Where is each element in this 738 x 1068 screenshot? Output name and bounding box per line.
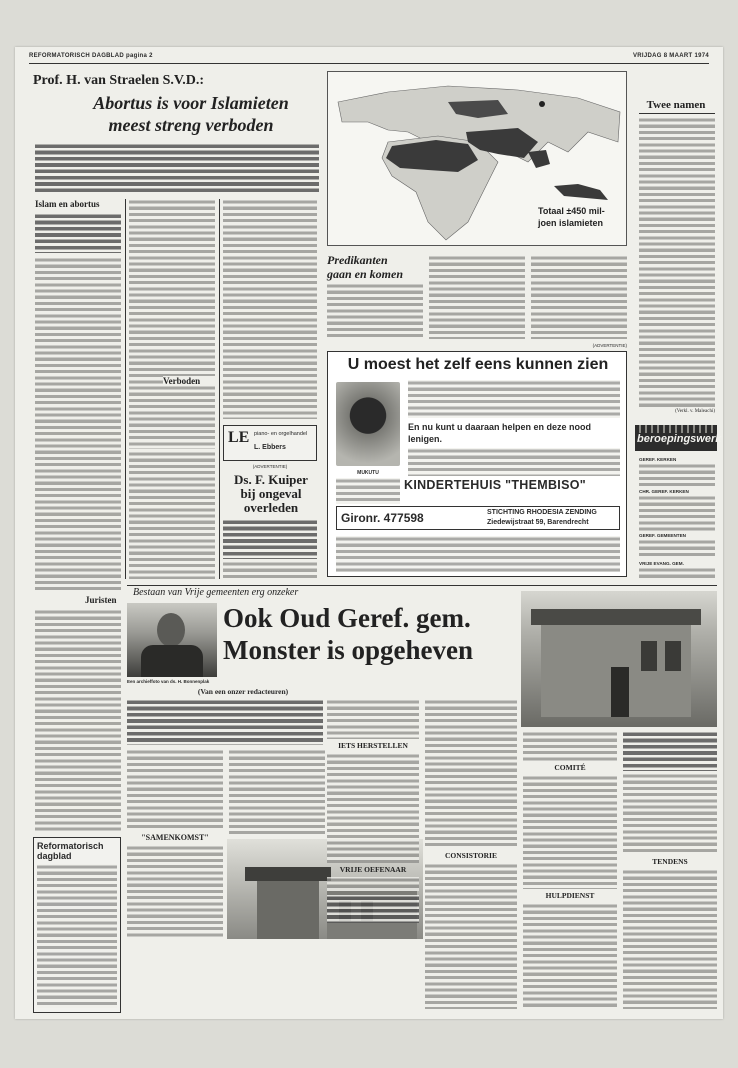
- beroep-text-4: [639, 567, 715, 579]
- kuiper-title-3: overleden: [243, 500, 299, 515]
- portrait-caption: Een archieffoto van ds. H. Bonnenplak: [127, 679, 210, 684]
- church-door: [611, 667, 629, 717]
- church-roof: [531, 609, 701, 625]
- beroep-section-2: CHR. GEREF. KERKEN: [639, 489, 689, 494]
- issue-date: VRIJDAG 8 MAART 1974: [632, 53, 709, 59]
- twee-namen-text: [639, 117, 715, 407]
- kuiper-bold-text: [223, 519, 317, 559]
- lead-headline-2: meest streng verboden: [108, 115, 274, 135]
- lead-column-rule: [125, 199, 126, 579]
- monster-colE3-text: [523, 903, 617, 1009]
- church-window: [641, 641, 657, 671]
- colofon-title-1: Reformatorisch: [37, 841, 104, 851]
- monster-colD2-text: [425, 863, 517, 1009]
- subhead-tendens: TENDENS: [652, 857, 688, 866]
- colofon-title-2: dagblad: [37, 851, 72, 861]
- subhead-samenkomst: "SAMENKOMST": [141, 833, 209, 842]
- ebbers-advertentie: (ADVERTENTIE): [252, 464, 288, 469]
- colofon-box: [33, 837, 121, 1013]
- lead-intro-text: [35, 143, 319, 193]
- beroepingswerk-title: beroepingswerk: [637, 433, 722, 445]
- monster-top-rule: [127, 585, 717, 586]
- thembiso-footer-text: [336, 536, 620, 572]
- newspaper-page: [15, 47, 723, 1019]
- church-window: [665, 641, 681, 671]
- small-church-roof: [245, 867, 331, 881]
- lead-col2-text: [129, 199, 215, 449]
- predikanten-title-2: gaan en komen: [327, 267, 404, 281]
- thembiso-body-text: [408, 448, 620, 476]
- monster-kicker: Bestaan van Vrije gemeenten erg onzeker: [133, 587, 299, 598]
- monster-headline-1: Ook Oud Geref. gem.: [223, 603, 471, 633]
- map-marker: [539, 101, 545, 107]
- subhead-comite: COMITÉ: [554, 763, 586, 772]
- beroepingswerk-banner: [635, 425, 722, 451]
- monster-colB-text: [229, 749, 325, 835]
- lead-column-rule: [219, 199, 220, 579]
- beroep-section-4: VRIJE EVANG. GEM.: [639, 561, 684, 566]
- child-photo: [336, 382, 400, 466]
- lead-headline-1: Abortus is voor Islamieten: [93, 93, 289, 113]
- monster-intro-text: [127, 699, 323, 745]
- subhead-hulpdienst: HULPDIENST: [545, 891, 595, 900]
- monster-headline-2: Monster is opgeheven: [223, 635, 473, 665]
- lead-byline: Prof. H. van Straelen S.V.D.:: [33, 73, 204, 88]
- monster-colF-text: [623, 773, 717, 855]
- ebbers-name: L. Ebbers: [254, 444, 286, 451]
- monster-colF2-text: [623, 869, 717, 1009]
- paper-name: REFORMATORISCH DAGBLAD pagina 2: [29, 53, 153, 59]
- islam-map: [327, 71, 627, 246]
- monster-colE-text: [523, 731, 617, 761]
- predikanten-text-2: [429, 255, 525, 339]
- subhead-verboden: Verboden: [163, 376, 215, 386]
- beroep-text-3: [639, 539, 715, 559]
- predikanten-text-3: [531, 255, 627, 339]
- small-church-building: [257, 879, 319, 939]
- giro-box: [336, 506, 620, 530]
- monster-colC4-text: [327, 895, 419, 923]
- subhead-herstellen: IETS HERSTELLEN: [338, 741, 408, 750]
- monster-colA-text: [127, 749, 223, 829]
- header-rule: [29, 63, 709, 64]
- subhead-juristen: Juristen: [85, 595, 117, 605]
- thembiso-ad: [327, 351, 627, 577]
- map-caption-1: Totaal ±450 mil-: [538, 206, 605, 216]
- thembiso-headline: U moest het zelf eens kunnen zien: [347, 356, 609, 373]
- twee-namen-signoff: (Verkl. v. Maleachi): [675, 409, 715, 414]
- map-caption-2: joen islamieten: [538, 218, 604, 228]
- subhead-oefenaar: VRIJE OEFENAAR: [339, 865, 407, 874]
- beroep-text-1: [639, 463, 715, 487]
- monster-colA2-text: [127, 845, 223, 937]
- thembiso-name: KINDERTEHUIS "THEMBISO": [404, 478, 586, 492]
- lead-col2b-text: [129, 451, 215, 579]
- lead-col1-text: [35, 257, 121, 593]
- ebbers-line: piano- en orgelhandel: [254, 431, 308, 437]
- foundation-name: STICHTING RHODESIA ZENDING: [487, 509, 597, 516]
- monster-colE2-text: [523, 775, 617, 889]
- kuiper-text: [223, 561, 317, 579]
- monster-colD-text: [425, 699, 517, 849]
- thembiso-advertentie: (ADVERTENTIE): [592, 343, 627, 348]
- portrait-body: [141, 645, 203, 677]
- beroep-section-3: GEREF. GEMEENTEN: [639, 533, 686, 538]
- lead-col3-text: [223, 199, 317, 419]
- kuiper-title-2: bij ongeval: [240, 486, 302, 501]
- giro-number: Gironr. 477598: [341, 511, 424, 525]
- foundation-address: Ziedewijstraat 59, Barendrecht: [487, 519, 589, 526]
- ebbers-ad: [223, 425, 317, 461]
- twee-namen-title: Twee namen: [646, 99, 706, 111]
- monster-colC2-text: [327, 753, 419, 863]
- banner-skyline: [635, 425, 717, 433]
- monster-colC3-text: [327, 877, 419, 891]
- colofon-text: [37, 864, 117, 1008]
- beroep-text-2: [639, 495, 715, 531]
- monster-colF-bold: [623, 731, 717, 771]
- ebbers-logo: LE: [228, 429, 250, 446]
- monster-colC-text: [327, 699, 419, 739]
- monster-byline: (Van een onzer redacteuren): [197, 687, 289, 696]
- predikanten-text: [327, 283, 423, 339]
- portrait-head: [157, 613, 185, 647]
- lead-col1-bold: [35, 213, 121, 253]
- portrait-photo: [127, 603, 217, 677]
- photo-caption-text: [336, 478, 400, 504]
- twee-namen-rule: [639, 113, 715, 114]
- thembiso-slogan-1: En nu kunt u daaraan helpen en deze nood: [408, 422, 592, 432]
- thembiso-intro-text: [408, 380, 620, 418]
- thembiso-slogan-2: lenigen.: [408, 434, 443, 444]
- subhead-consistorie: CONSISTORIE: [445, 851, 497, 860]
- subhead-islam: Islam en abortus: [35, 199, 100, 209]
- predikanten-title-1: Predikanten: [327, 253, 388, 267]
- photo-caption: MUKUTU: [357, 470, 379, 476]
- kuiper-title-1: Ds. F. Kuiper: [234, 472, 308, 487]
- beroep-section-1: GEREF. KERKEN: [639, 457, 677, 462]
- lead-col1b-text: [35, 609, 121, 831]
- church-photo: [521, 591, 717, 727]
